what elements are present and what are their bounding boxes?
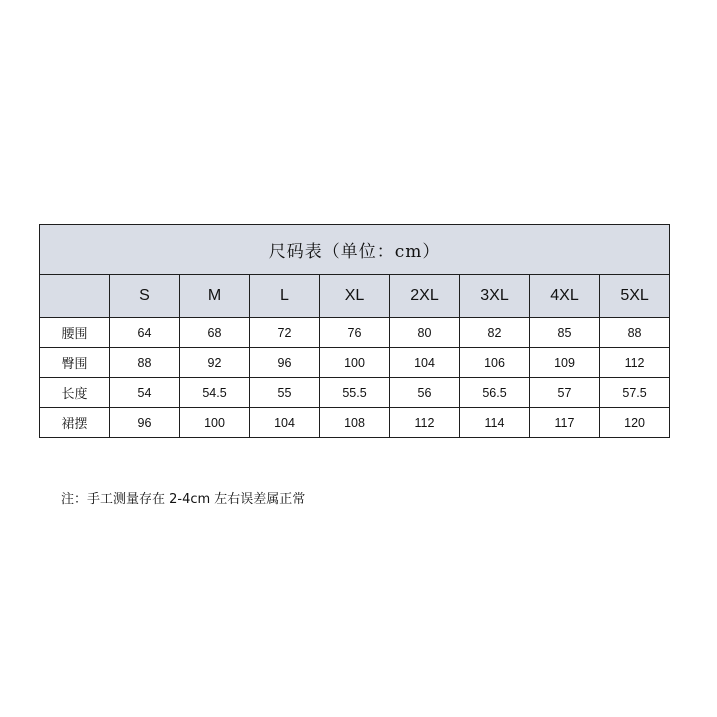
size-header-l: L (250, 275, 320, 318)
table-cell: 80 (390, 318, 460, 348)
table-cell: 100 (320, 348, 390, 378)
size-header-4xl: 4XL (530, 275, 600, 318)
table-cell: 76 (320, 318, 390, 348)
table-cell: 96 (250, 348, 320, 378)
row-label-waist: 腰围 (40, 318, 110, 348)
table-cell: 56.5 (460, 378, 530, 408)
table-row-hip (40, 348, 670, 378)
row-label-hip: 臀围 (40, 348, 110, 378)
table-cell: 88 (110, 348, 180, 378)
table-row-hem (40, 408, 670, 438)
table-cell: 112 (390, 408, 460, 438)
size-header-3xl: 3XL (460, 275, 530, 318)
size-header-m: M (180, 275, 250, 318)
table-cell: 68 (180, 318, 250, 348)
table-cell: 64 (110, 318, 180, 348)
size-header-xl: XL (320, 275, 390, 318)
table-cell: 85 (530, 318, 600, 348)
corner-cell (40, 275, 110, 318)
table-cell: 54.5 (180, 378, 250, 408)
table-cell: 120 (600, 408, 670, 438)
table-row-length (40, 378, 670, 408)
table-cell: 117 (530, 408, 600, 438)
table-row-waist (40, 318, 670, 348)
table-cell: 57 (530, 378, 600, 408)
table-cell: 88 (600, 318, 670, 348)
table-cell: 114 (460, 408, 530, 438)
size-header-row (40, 275, 670, 318)
table-title: 尺码表（单位：cm） (40, 225, 670, 275)
size-header-2xl: 2XL (390, 275, 460, 318)
table-cell: 106 (460, 348, 530, 378)
table-cell: 55 (250, 378, 320, 408)
table-cell: 82 (460, 318, 530, 348)
table-cell: 108 (320, 408, 390, 438)
size-header-s: S (110, 275, 180, 318)
table-cell: 104 (250, 408, 320, 438)
table-cell: 109 (530, 348, 600, 378)
table-cell: 92 (180, 348, 250, 378)
table-cell: 56 (390, 378, 460, 408)
table-cell: 55.5 (320, 378, 390, 408)
measurement-note: 注：手工测量存在 2-4cm 左右误差属正常 (61, 492, 306, 507)
row-label-hem: 裙摆 (40, 408, 110, 438)
table-cell: 112 (600, 348, 670, 378)
table-cell: 54 (110, 378, 180, 408)
table-cell: 100 (180, 408, 250, 438)
size-header-5xl: 5XL (600, 275, 670, 318)
table-cell: 72 (250, 318, 320, 348)
table-cell: 96 (110, 408, 180, 438)
row-label-length: 长度 (40, 378, 110, 408)
size-chart-table (39, 224, 670, 438)
title-row (40, 225, 670, 275)
table-cell: 57.5 (600, 378, 670, 408)
table-cell: 104 (390, 348, 460, 378)
